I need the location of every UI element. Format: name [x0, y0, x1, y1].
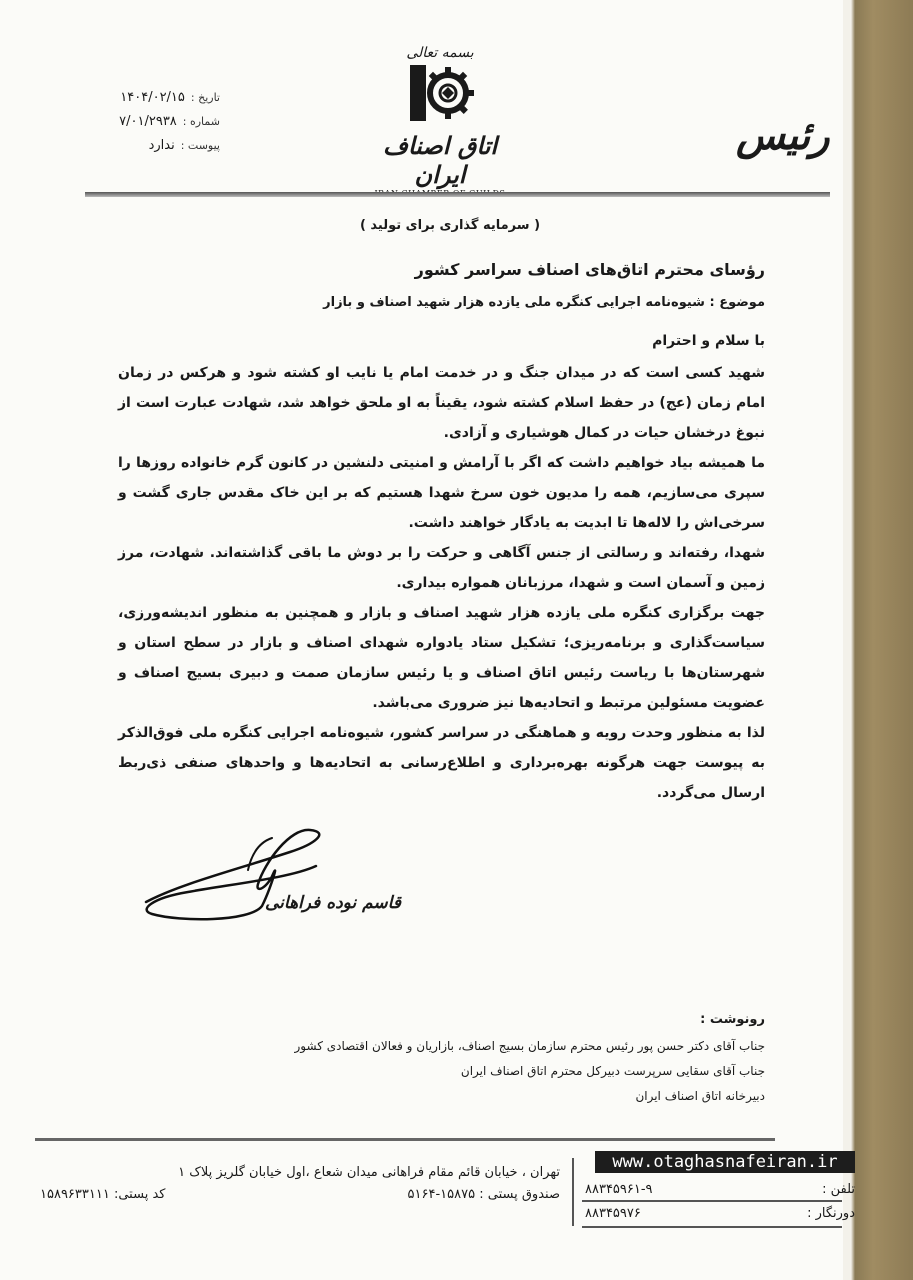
handwritten-signature: [140, 822, 360, 932]
footer-contacts: [585, 1178, 855, 1226]
cc-title: رونوشت :: [700, 1012, 765, 1027]
cc-list: [295, 1034, 766, 1109]
phone-row: [585, 1178, 855, 1202]
footer-divider: [35, 1138, 775, 1141]
gear-emblem-icon: [402, 61, 478, 123]
logo-invocation: بسمه تعالی: [406, 45, 474, 61]
footer-vertical-divider: [572, 1158, 574, 1226]
subject-line: موضوع : شیوه‌نامه اجرایی کنگره ملی یازده هزار شهید اصناف و بازار: [323, 295, 765, 310]
fax-row: [585, 1202, 855, 1226]
attachment-row: [70, 134, 220, 158]
date-value: ۱۴۰۴/۰۲/۱۵: [120, 90, 185, 105]
letter-meta: [70, 86, 220, 158]
cc-item: جناب آقای سقایی سرپرست دبیرکل محترم اتاق اصناف ایران: [460, 1064, 765, 1078]
postal-code: کد پستی: ۱۵۸۹۶۳۳۱۱۱: [40, 1187, 166, 1202]
letter-body: [118, 358, 765, 808]
phone-value: ۸۸۳۴۵۹۶۱-۹: [585, 1182, 653, 1197]
logo-name: اتاق اصناف ایران: [382, 131, 498, 189]
phone-label: تلفن :: [822, 1182, 855, 1197]
cc-item: جناب آقای دکتر حسن پور رئیس محترم سازمان بسیج اصناف، بازاریان و فعالان اقتصادی کشور: [294, 1039, 765, 1053]
paragraph: شهید کسی است که در میدان جنگ و در خدمت امام یا نایب او کشته شود و هرکس در زمان امام زمان (عج) در حفظ اسلام کشته شود، یقیناً به او ملحق خواهد شد، شهادت عبارت است از نبوغ درخشان حیات در کمال هوشیاری و آزادی.: [118, 365, 765, 441]
contact-divider: [582, 1226, 842, 1228]
footer-address: [40, 1162, 560, 1206]
website-link[interactable]: www.otaghasnafeiran.ir: [595, 1151, 855, 1173]
slogan: ( سرمایه گذاری برای تولید ): [359, 218, 541, 233]
number-row: [70, 110, 220, 134]
date-label: تاریخ :: [190, 91, 220, 104]
scan-edge: [843, 0, 913, 1280]
date-row: [70, 86, 220, 110]
recipient: رؤسای محترم اتاق‌های اصناف سراسر کشور: [414, 260, 765, 279]
fax-value: ۸۸۳۴۵۹۷۶: [585, 1206, 641, 1221]
attachment-label: پیوست :: [180, 139, 220, 152]
number-value: ۷/۰۱/۲۹۳۸: [119, 114, 177, 129]
postal-row: [40, 1184, 560, 1206]
signatory-name: قاسم نوده فراهانی: [265, 893, 401, 913]
greeting: با سلام و احترام: [652, 333, 765, 349]
po-box: صندوق پستی : ۱۵۸۷۵-۵۱۶۴: [407, 1187, 560, 1202]
attachment-value: ندارد: [148, 138, 175, 153]
guild-logo: [355, 45, 525, 190]
paragraph: لذا به منظور وحدت رویه و هماهنگی در سراسر کشور، شیوه‌نامه اجرایی کنگره ملی فوق‌الذکر به پیوست جهت هرگونه بهره‌برداری و اطلاع‌رسانی به اتحادیه‌ها و واحدهای صنفی ذی‌ربط ارسال می‌گردد.: [118, 725, 765, 801]
header-divider: [85, 192, 830, 197]
paragraph: شهدا، رفته‌اند و رسالتی از جنس آگاهی و حرکت را بر دوش ما باقی گذاشته‌اند. شهادت، مرز زمین و آسمان است و شهدا، مرزبانان همواره بیداری.: [118, 545, 765, 591]
contact-divider: [582, 1200, 842, 1202]
number-label: شماره :: [182, 115, 220, 128]
paragraph: ما همیشه بیاد خواهیم داشت که اگر با آرامش و امنیتی دلنشین در کانون گرم خانواده روزها را سپری می‌سازیم، همه را مدیون خون سرخ شهدا هستیم که بر این خاک مقدس جاری گشت و سرخی‌اش را لاله‌ها تا ابدیت به یادگار خواهند داشت.: [118, 455, 765, 531]
fax-label: دورنگار :: [807, 1206, 855, 1221]
cc-item: دبیرخانه اتاق اصناف ایران: [635, 1089, 765, 1103]
paragraph: جهت برگزاری کنگره ملی یازده هزار شهید اصناف و بازار و همچنین به منظور اندیشه‌ورزی، سیاست‌گذاری و برنامه‌ریزی؛ تشکیل ستاد یادواره شهدای اصناف و بازار در سطح استان و شهرستان‌ها با ریاست رئیس اتاق اصناف و یا رئیس سازمان صمت و دبیری بسیج اصناف و عضویت مسئولین مرتبط و اتحادیه‌ها نیز ضروری می‌باشد.: [118, 605, 765, 711]
rais-heading: رئیس: [736, 112, 830, 159]
address-line: تهران ، خیابان قائم مقام فراهانی میدان شعاع ،اول خیابان گلریز پلاک ۱: [178, 1165, 560, 1180]
